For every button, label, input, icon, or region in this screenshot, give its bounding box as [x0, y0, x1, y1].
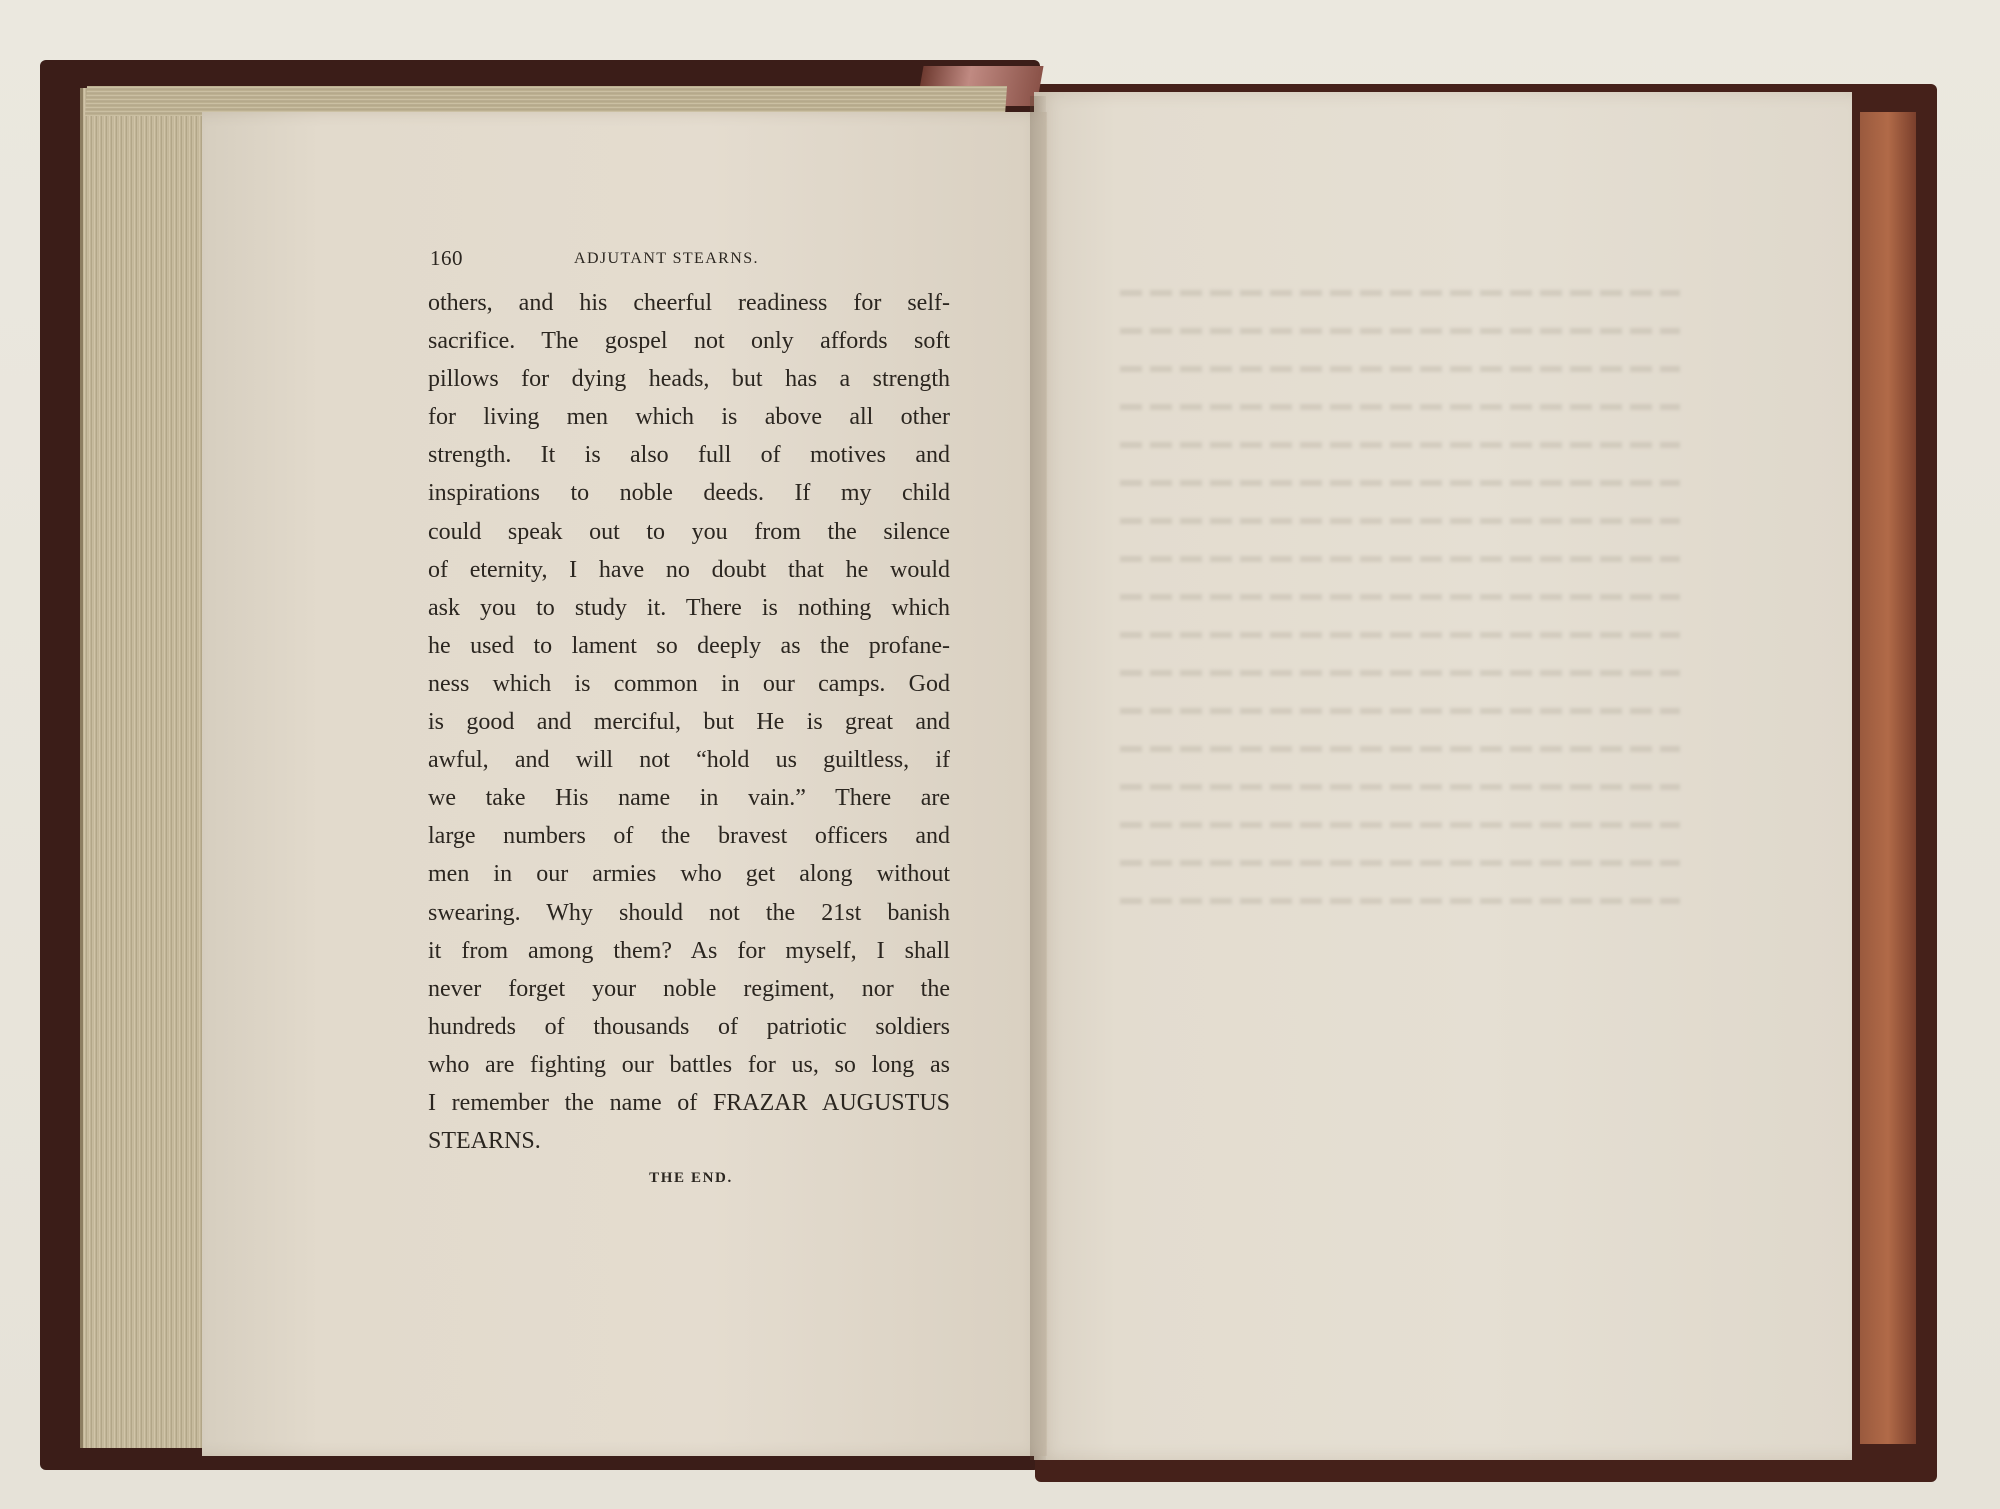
text-line: it from among them? As for myself, I shall [428, 937, 950, 964]
text-line: swearing. Why should not the 21st banish [428, 899, 950, 926]
text-line: sacrifice. The gospel not only affords soft [428, 328, 950, 355]
text-line: never forget your noble regiment, nor the [428, 975, 950, 1002]
text-line: ask you to study it. There is nothing which [428, 594, 950, 621]
text-line: large numbers of the bravest officers and [428, 823, 950, 850]
text-line: others, and his cheerful readiness for self- [428, 290, 950, 316]
page-text-block [422, 238, 950, 1187]
text-line: we take His name in vain.” There are [428, 785, 950, 812]
body-text [428, 284, 950, 1160]
text-line: awful, and will not “hold us guiltless, if [428, 747, 950, 774]
page-block-edges [80, 88, 213, 1448]
text-line: men in our armies who get along without [428, 861, 950, 888]
cover-edge-strip [1860, 112, 1916, 1444]
show-through-text [1120, 290, 1680, 936]
text-line: of eternity, I have no doubt that he would [428, 556, 950, 583]
text-line: for living men which is above all other [428, 404, 950, 431]
text-line: he used to lament so deeply as the profane- [428, 632, 950, 659]
text-line: pillows for dying heads, but has a strength [428, 366, 950, 393]
text-line: strength. It is also full of motives and [428, 442, 950, 469]
text-line: who are fighting our battles for us, so long as [428, 1051, 950, 1078]
end-mark: THE END. [649, 1170, 733, 1187]
text-line: could speak out to you from the silence [428, 518, 950, 545]
page-number: 160 [430, 246, 463, 270]
text-line: STEARNS. [428, 1128, 541, 1155]
text-line: I remember the name of FRAZAR AUGUSTUS [428, 1089, 950, 1116]
text-line: hundreds of thousands of patriotic soldiers [428, 1013, 950, 1040]
left-page [202, 112, 1047, 1456]
book-gutter [1030, 96, 1046, 1460]
text-line: inspirations to noble deeds. If my child [428, 480, 950, 507]
text-line: is good and merciful, but He is great and [428, 709, 950, 736]
text-line: ness which is common in our camps. God [428, 670, 950, 697]
running-title: ADJUTANT STEARNS. [574, 250, 759, 267]
running-head [422, 238, 950, 278]
